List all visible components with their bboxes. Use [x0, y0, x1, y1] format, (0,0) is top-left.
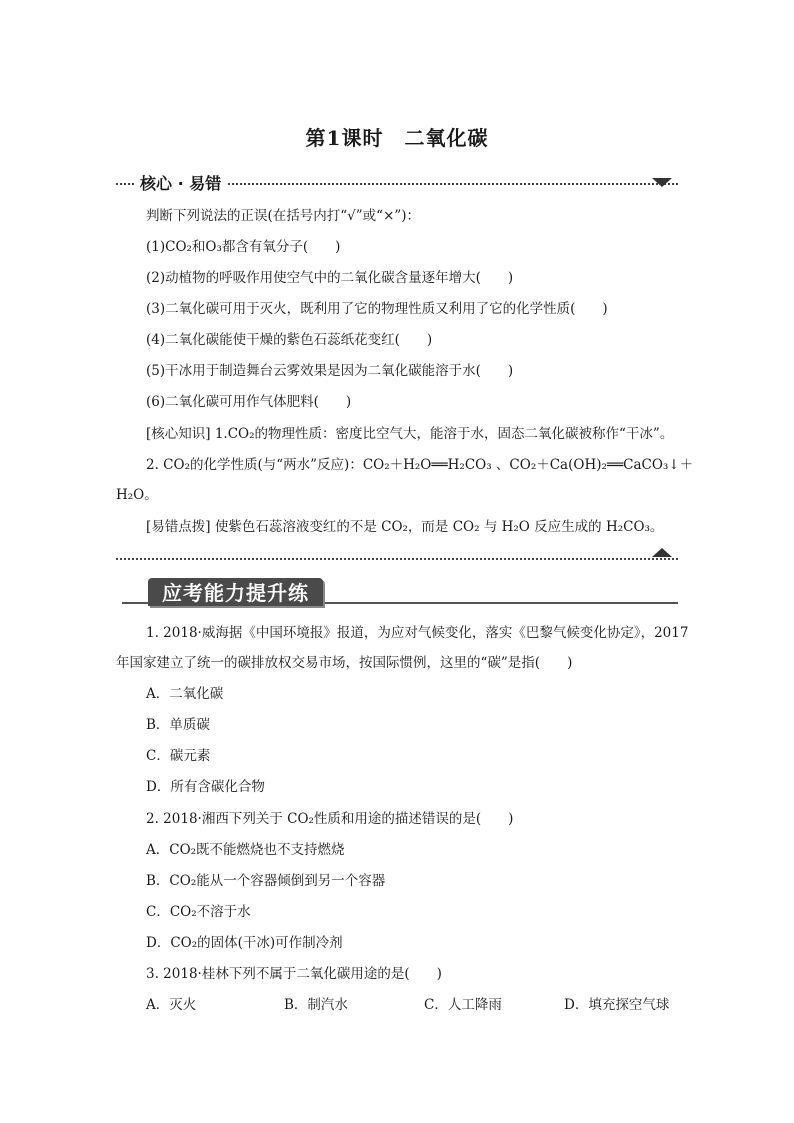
q1-stem-line2: 年国家建立了统一的碳排放权交易市场，按国际惯例，这里的“碳”是指( ) [116, 655, 573, 671]
core-item-4: (4)二氧化碳能使干燥的紫色石蕊纸花变红( ) [146, 332, 433, 348]
core-knowledge-2: 2. CO₂的化学性质(与“两水”反应)：CO₂＋H₂O══H₂CO₃ 、CO₂＋Ca(OH)₂══CaCO₃↓＋ [146, 457, 694, 473]
q2-option-c: C．CO₂不溶于水 [146, 904, 251, 920]
q3-option-b: B．制汽水 [284, 997, 348, 1013]
q1-option-b: B．单质碳 [146, 717, 210, 733]
core-item-5: (5)干冰用于制造舞台云雾效果是因为二氧化碳能溶于水( ) [146, 363, 514, 379]
practice-banner [122, 578, 678, 608]
practice-banner-title: 应考能力提升练 [148, 578, 323, 606]
dotted-divider [116, 558, 678, 560]
triangle-down-icon [652, 178, 672, 187]
q1-stem-line1: 1. 2018·威海据《中国环境报》报道，为应对气候变化，落实《巴黎气候变化协定》，2017 [146, 625, 689, 641]
core-item-1: (1)CO₂和O₃都含有氧分子( ) [146, 239, 341, 255]
core-item-3: (3)二氧化碳可用于灭火，既利用了它的物理性质又利用了它的化学性质( ) [146, 301, 608, 317]
q3-option-d: D．填充探空气球 [564, 997, 670, 1013]
q2-stem: 2. 2018·湘西下列关于 CO₂性质和用途的描述错误的是( ) [146, 811, 514, 827]
core-section-header [116, 172, 678, 196]
core-knowledge-2-cont: H₂O。 [116, 487, 158, 503]
core-item-2: (2)动植物的呼吸作用使空气中的二氧化碳含量逐年增大( ) [146, 270, 514, 286]
core-section-footer [116, 550, 678, 562]
q1-option-c: C．碳元素 [146, 748, 211, 764]
q1-option-a: A．二氧化碳 [146, 686, 224, 702]
q3-option-c: C．人工降雨 [424, 997, 502, 1013]
core-mistake-tip: [易错点拨] 使紫色石蕊溶液变红的不是 CO₂，而是 CO₂ 与 H₂O 反应生成的 H₂CO₃。 [146, 519, 664, 535]
q2-option-b: B．CO₂能从一个容器倾倒到另一个容器 [146, 873, 386, 889]
page-title: 第1课时 二氧化碳 [305, 126, 489, 150]
core-knowledge-1: [核心知识] 1.CO₂的物理性质：密度比空气大，能溶于水，固态二氧化碳被称作“干冰”。 [146, 426, 674, 442]
q3-option-a: A．灭火 [146, 997, 197, 1013]
q2-option-d: D．CO₂的固体(干冰)可作制冷剂 [146, 935, 343, 951]
core-intro: 判断下列说法的正误(在括号内打“√”或“×”)： [146, 208, 421, 224]
core-section-heading: 核心 · 易错 [134, 171, 227, 194]
triangle-up-icon [652, 548, 672, 557]
core-item-6: (6)二氧化碳可用作气体肥料( ) [146, 394, 352, 410]
q1-option-d: D．所有含碳化合物 [146, 779, 265, 795]
q2-option-a: A．CO₂既不能燃烧也不支持燃烧 [146, 842, 345, 858]
q3-stem: 3. 2018·桂林下列不属于二氧化碳用途的是( ) [146, 966, 442, 982]
